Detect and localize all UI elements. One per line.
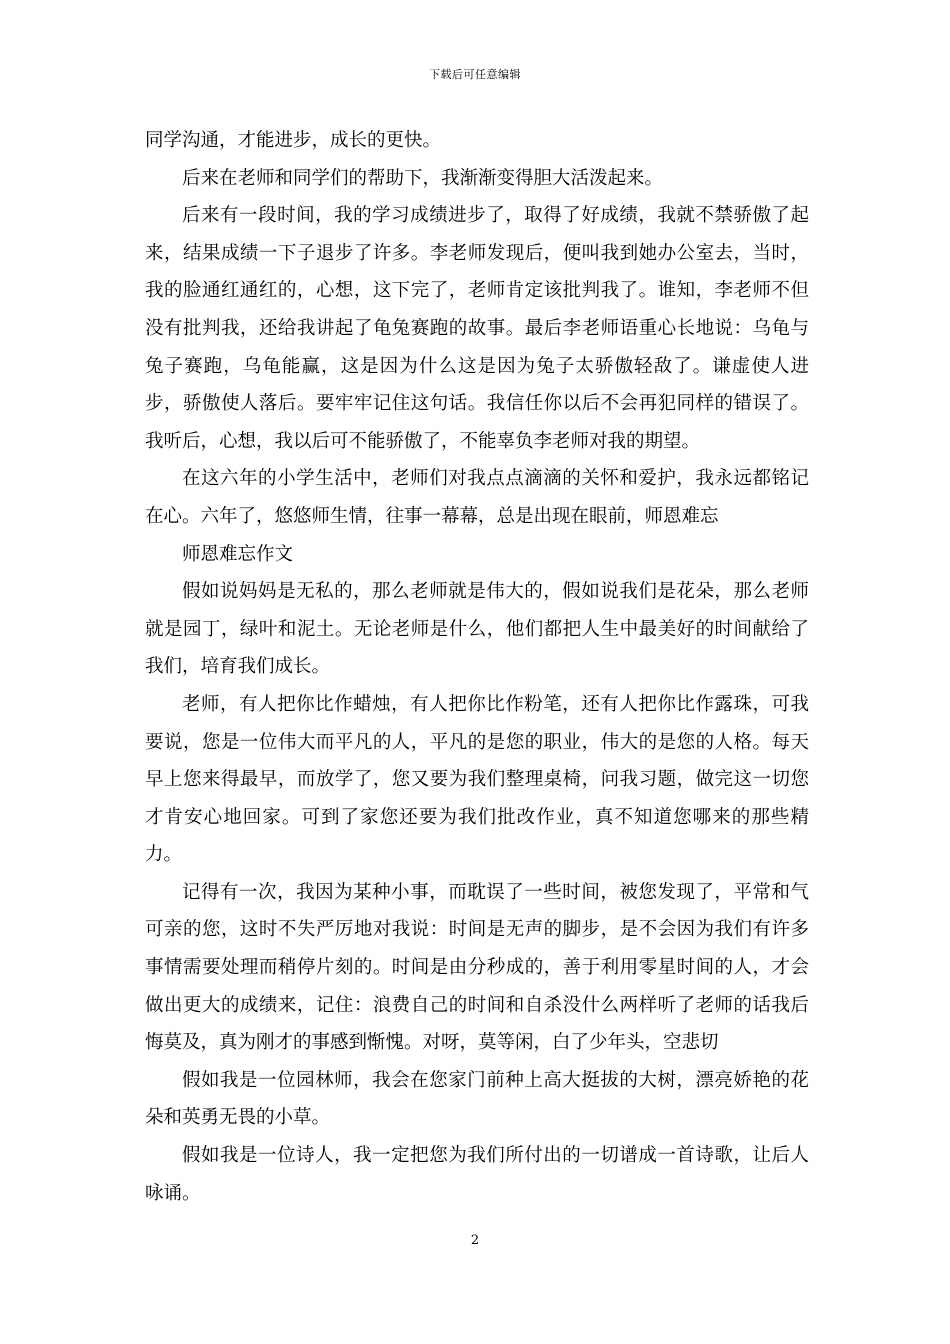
section-title: 师恩难忘作文 <box>182 543 294 565</box>
paragraph: 假如说妈妈是无私的，那么老师就是伟大的，假如说我们是花朵，那么老师就是园丁，绿叶和泥土。无论老师是什么，他们都把人生中最美好的时间献给了我们，培育我们成长。 <box>145 581 809 678</box>
paragraph: 同学沟通，才能进步，成长的更快。 <box>145 130 442 151</box>
paragraph: 后来在老师和同学们的帮助下，我渐渐变得胆大活泼起来。 <box>182 167 664 189</box>
page-header: 下载后可任意编辑 <box>429 68 521 81</box>
document-body <box>145 122 809 1212</box>
paragraph: 假如我是一位诗人，我一定把您为我们所付出的一切谱成一首诗歌，让后人咏诵。 <box>145 1145 809 1204</box>
paragraph: 老师，有人把你比作蜡烛，有人把你比作粉笔，还有人把你比作露珠，可我要说，您是一位伟大而平凡的人，平凡的是您的职业，伟大的是您的人格。每天早上您来得最早，而放学了，您又要为我们整理桌椅，问我习题，做完这一切您才肯安心地回家。可到了家您还要为我们批改作业，真不知道您哪来的那些精力。 <box>145 693 809 866</box>
paragraph: 在这六年的小学生活中，老师们对我点点滴滴的关怀和爱护，我永远都铭记在心。六年了，悠悠师生情，往事一幕幕，总是出现在眼前，师恩难忘 <box>145 468 809 527</box>
paragraph: 假如我是一位园林师，我会在您家门前种上高大挺拔的大树，漂亮娇艳的花朵和英勇无畏的小草。 <box>145 1069 809 1129</box>
page-number: 2 <box>470 1233 480 1248</box>
paragraph: 后来有一段时间，我的学习成绩进步了，取得了好成绩，我就不禁骄傲了起来，结果成绩一下子退步了许多。李老师发现后，便叫我到她办公室去，当时，我的脸通红通红的，心想，这下完了，老师肯定该批判我了。谁知，李老师不但没有批判我，还给我讲起了龟兔赛跑的故事。最后李老师语重心长地说：乌龟与兔子赛跑，乌龟能赢，这是因为什么这是因为兔子太骄傲轻敌了。谦虚使人进步，骄傲使人落后。要牢牢记住这句话。我信任你以后不会再犯同样的错误了。我听后，心想，我以后可不能骄傲了，不能辜负李老师对我的期望。 <box>145 205 809 452</box>
paragraph: 记得有一次，我因为某种小事，而耽误了一些时间，被您发现了，平常和气可亲的您，这时不失严厉地对我说：时间是无声的脚步，是不会因为我们有许多事情需要处理而稍停片刻的。时间是由分秒成的，善于利用零星时间的人，才会做出更大的成绩来，记住：浪费自己的时间和自杀没什么两样听了老师的话我后悔莫及，真为刚才的事感到惭愧。对呀，莫等闲，白了少年头，空悲切 <box>145 881 809 1054</box>
